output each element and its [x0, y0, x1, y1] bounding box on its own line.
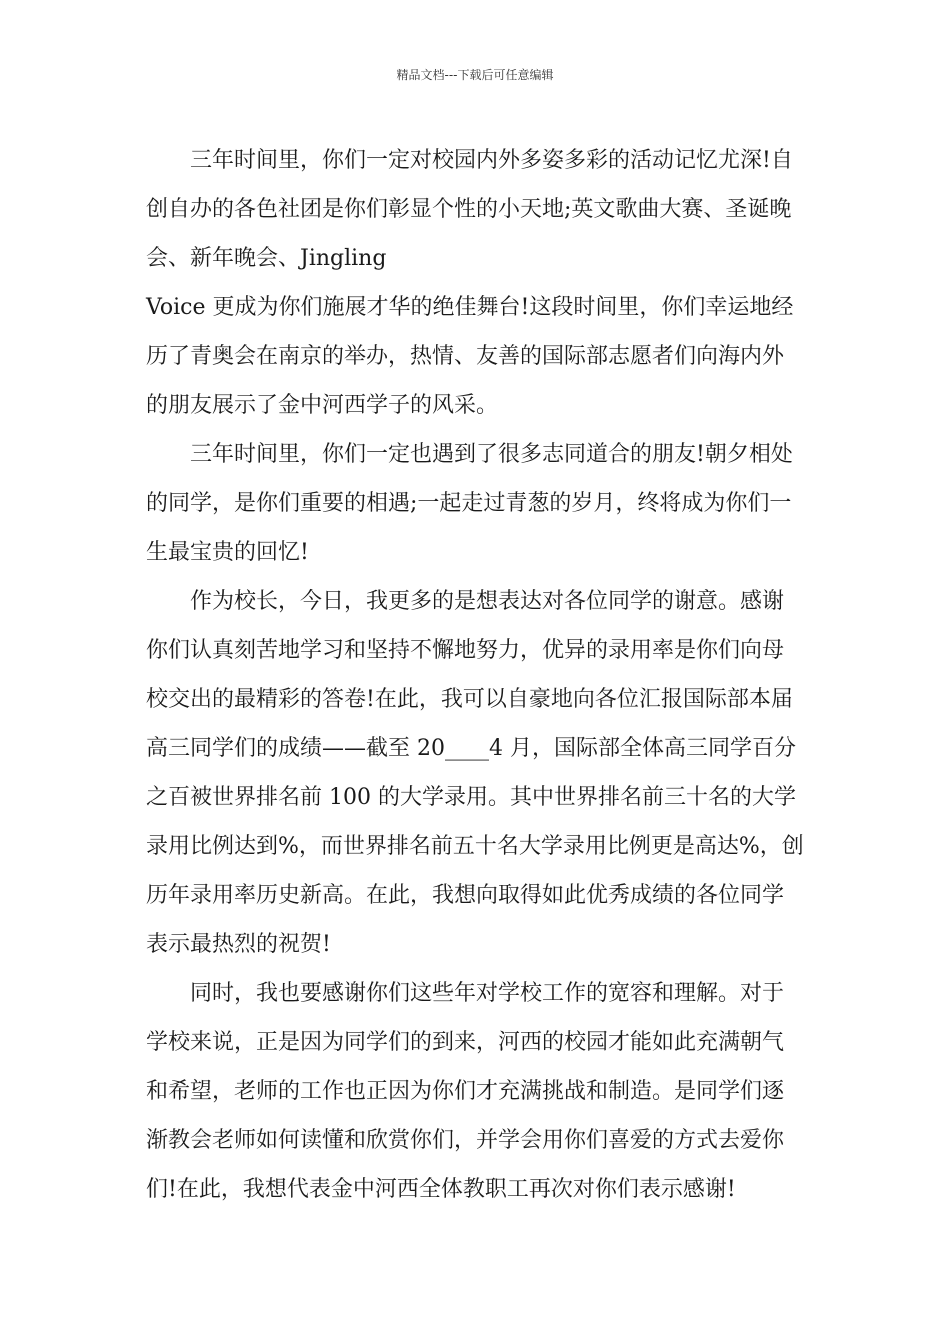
- paragraph: [146, 430, 808, 577]
- text-line: 录用比例达到%，而世界排名前五十名大学录用比例更是高达%，创: [146, 834, 804, 859]
- text-line: 作为校长，今日，我更多的是想表达对各位同学的谢意。感谢: [190, 589, 785, 614]
- text-line: 之百被世界排名前 100 的大学录用。其中世界排名前三十名的大学: [146, 785, 796, 810]
- page-header: 精品文档---下载后可任意编辑: [396, 68, 554, 82]
- text-line: 三年时间里，你们一定对校园内外多姿多彩的活动记忆尤深!自: [190, 148, 793, 173]
- paragraph: [146, 969, 808, 1214]
- text-line: 高三同学们的成绩——截至 20____4 月，国际部全体高三同学百分: [146, 736, 796, 761]
- text-line: Voice 更成为你们施展才华的绝佳舞台!这段时间里，你们幸运地经: [146, 295, 794, 320]
- text-line: 表示最热烈的祝贺!: [146, 932, 331, 957]
- paragraph: [146, 136, 808, 430]
- text-line: 学校来说，正是因为同学们的到来，河西的校园才能如此充满朝气: [146, 1030, 785, 1055]
- text-line: 校交出的最精彩的答卷!在此，我可以自豪地向各位汇报国际部本届: [146, 687, 793, 712]
- paragraph: [146, 577, 808, 969]
- text-line: 同时，我也要感谢你们这些年对学校工作的宽容和理解。对于: [190, 981, 785, 1006]
- text-line: 三年时间里，你们一定也遇到了很多志同道合的朋友!朝夕相处: [190, 442, 793, 467]
- text-line: 渐教会老师如何读懂和欣赏你们，并学会用你们喜爱的方式去爱你: [146, 1128, 785, 1153]
- text-line: 们!在此，我想代表金中河西全体教职工再次对你们表示感谢!: [146, 1177, 736, 1202]
- document-body: [146, 136, 808, 1214]
- text-line: 会、新年晚会、Jingling: [146, 246, 387, 271]
- text-line: 生最宝贵的回忆!: [146, 540, 309, 565]
- text-line: 的朋友展示了金中河西学子的风采。: [146, 393, 499, 418]
- text-line: 你们认真刻苦地学习和坚持不懈地努力，优异的录用率是你们向母: [146, 638, 785, 663]
- text-line: 和希望，老师的工作也正因为你们才充满挑战和制造。是同学们逐: [146, 1079, 785, 1104]
- text-line: 历了青奥会在南京的举办，热情、友善的国际部志愿者们向海内外: [146, 344, 785, 369]
- text-line: 历年录用率历史新高。在此，我想向取得如此优秀成绩的各位同学: [146, 883, 785, 908]
- text-line: 创自办的各色社团是你们彰显个性的小天地;英文歌曲大赛、圣诞晚: [146, 197, 792, 222]
- text-line: 的同学，是你们重要的相遇;一起走过青葱的岁月，终将成为你们一: [146, 491, 792, 516]
